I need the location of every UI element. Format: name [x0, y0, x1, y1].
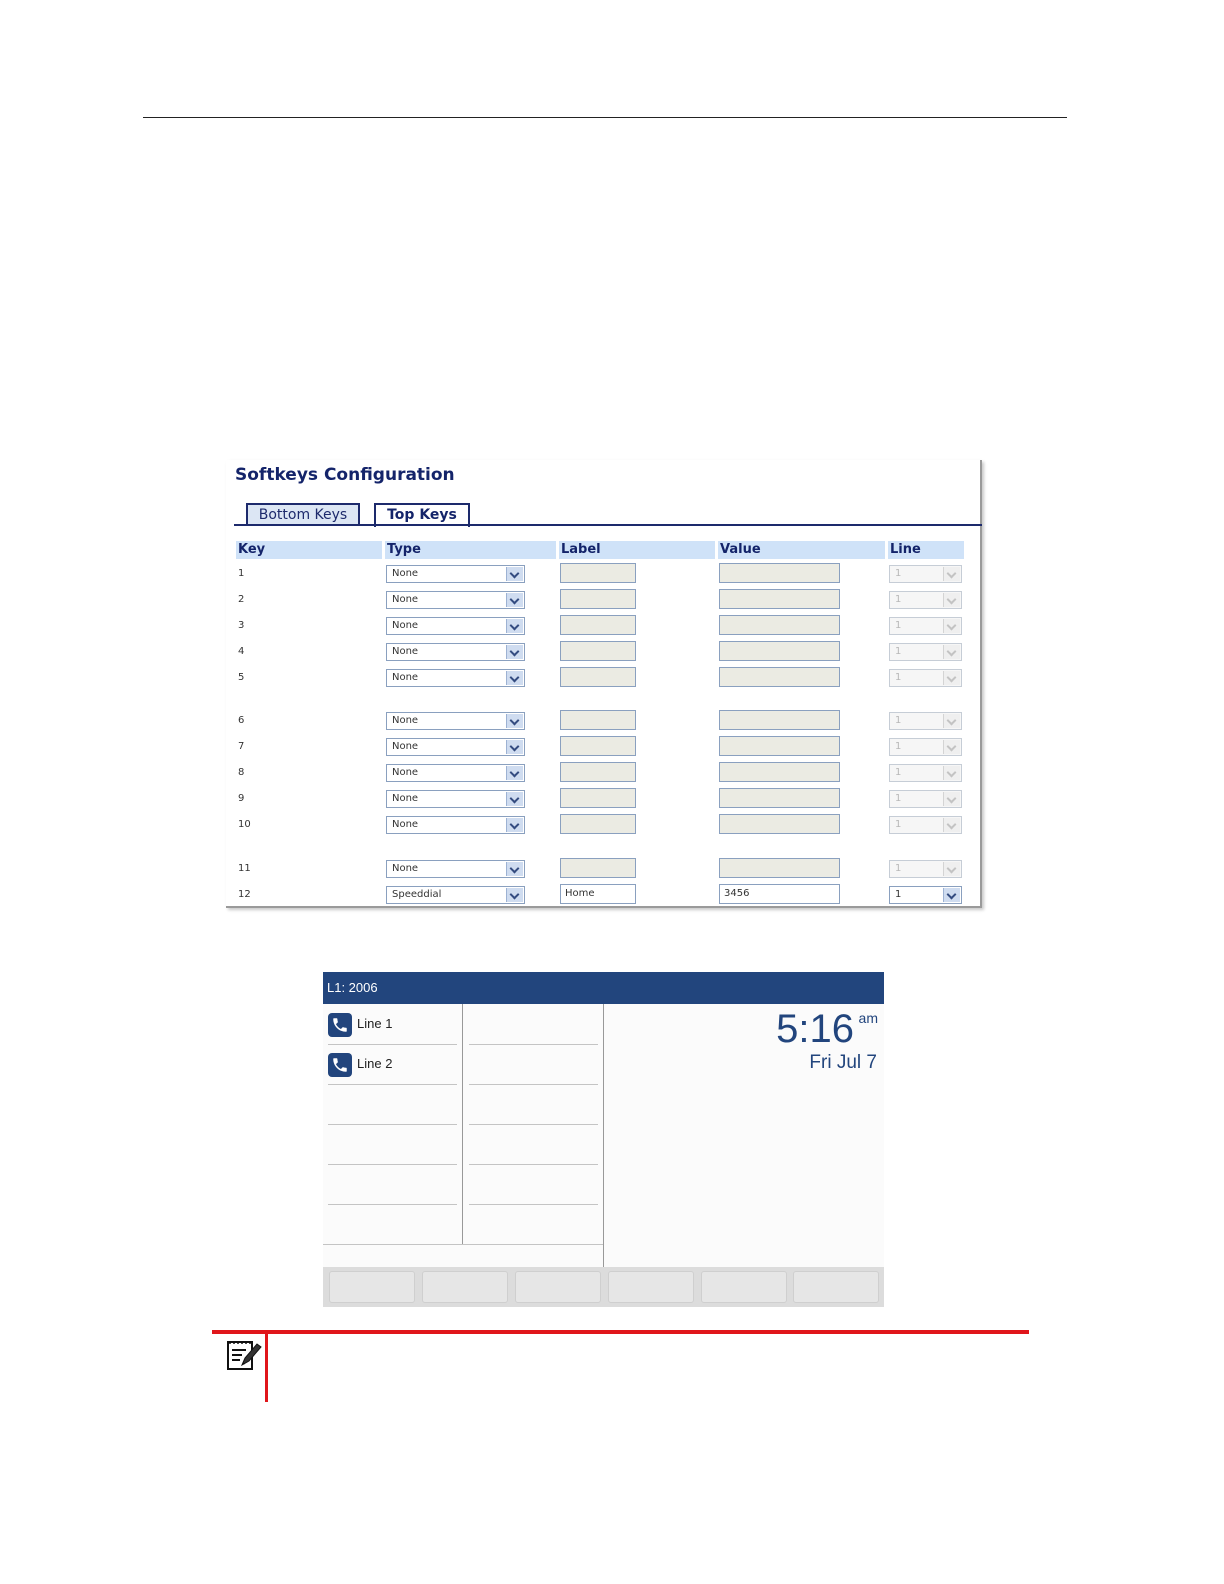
chevron-down-icon	[506, 766, 523, 780]
line-select-value: 1	[895, 672, 902, 683]
chevron-down-icon	[506, 593, 523, 607]
tab-top-keys[interactable]: Top Keys	[374, 503, 470, 527]
type-select-value: None	[392, 594, 419, 605]
type-select[interactable]	[386, 860, 525, 878]
line-select-value: 1	[895, 819, 902, 830]
line-select[interactable]	[889, 764, 962, 782]
chevron-down-icon	[943, 818, 960, 832]
label-input[interactable]	[560, 736, 636, 756]
tab-bottom-keys[interactable]: Bottom Keys	[246, 503, 360, 525]
softkey-bar	[323, 1267, 884, 1307]
softkey-2[interactable]	[422, 1271, 508, 1303]
line-select[interactable]	[889, 591, 962, 609]
column-header-value: Value	[718, 541, 885, 559]
softkey-3[interactable]	[515, 1271, 601, 1303]
label-input[interactable]	[560, 710, 636, 730]
type-select-value: None	[392, 620, 419, 631]
value-input[interactable]	[719, 710, 840, 730]
chevron-down-icon	[943, 619, 960, 633]
value-input[interactable]	[719, 814, 840, 834]
chevron-down-icon	[943, 862, 960, 876]
row-key-number: 1	[238, 568, 245, 579]
chevron-down-icon	[506, 645, 523, 659]
chevron-down-icon	[506, 862, 523, 876]
row-key-number: 6	[238, 715, 245, 726]
phone-screen	[323, 972, 884, 1307]
chevron-down-icon	[943, 888, 960, 902]
key-separator	[469, 1164, 598, 1165]
line-select[interactable]	[889, 565, 962, 583]
chevron-down-icon	[943, 740, 960, 754]
value-input[interactable]	[719, 736, 840, 756]
key-separator	[469, 1204, 598, 1205]
type-select-value: None	[392, 793, 419, 804]
type-select-value: None	[392, 646, 419, 657]
note-vertical-rule	[265, 1330, 268, 1402]
page-header-rule	[143, 117, 1067, 118]
line-key-2[interactable]	[328, 1053, 457, 1077]
label-input[interactable]	[560, 762, 636, 782]
line-select-value: 1	[895, 620, 902, 631]
line-select[interactable]	[889, 712, 962, 730]
type-select[interactable]	[386, 886, 525, 904]
type-select[interactable]	[386, 764, 525, 782]
row-key-number: 12	[238, 889, 251, 900]
line-select-value: 1	[895, 793, 902, 804]
label-input[interactable]	[560, 667, 636, 687]
label-input[interactable]	[560, 615, 636, 635]
value-input[interactable]	[719, 667, 840, 687]
chevron-down-icon	[506, 671, 523, 685]
chevron-down-icon	[506, 792, 523, 806]
type-select[interactable]	[386, 712, 525, 730]
row-key-number: 11	[238, 863, 251, 874]
type-select[interactable]	[386, 591, 525, 609]
label-input[interactable]	[560, 814, 636, 834]
chevron-down-icon	[506, 619, 523, 633]
row-key-number: 9	[238, 793, 245, 804]
status-bar: L1: 2006	[323, 972, 884, 1004]
value-input[interactable]	[719, 563, 840, 583]
type-select-value: None	[392, 715, 419, 726]
column-header-line: Line	[888, 541, 964, 559]
line-select[interactable]	[889, 860, 962, 878]
softkeys-config-panel	[226, 460, 982, 908]
line-key-label: Line 1	[357, 1016, 393, 1031]
softkey-6[interactable]	[793, 1271, 879, 1303]
type-select-value: Speeddial	[392, 889, 442, 900]
row-key-number: 3	[238, 620, 245, 631]
chevron-down-icon	[506, 740, 523, 754]
row-key-number: 5	[238, 672, 245, 683]
row-key-number: 10	[238, 819, 251, 830]
key-area-bottom-line	[323, 1244, 603, 1245]
label-input[interactable]	[560, 788, 636, 808]
tab-underline	[234, 524, 982, 526]
type-select-value: None	[392, 741, 419, 752]
key-separator	[328, 1124, 457, 1125]
line-key-label: Line 2	[357, 1056, 393, 1071]
line-select[interactable]	[889, 669, 962, 687]
type-select-value: None	[392, 863, 419, 874]
line-select[interactable]	[889, 886, 962, 904]
line-select[interactable]	[889, 738, 962, 756]
chevron-down-icon	[943, 792, 960, 806]
value-input[interactable]	[719, 641, 840, 661]
line-column-divider	[462, 1004, 463, 1245]
chevron-down-icon	[943, 714, 960, 728]
panel-title: Softkeys Configuration	[235, 465, 455, 485]
type-select[interactable]	[386, 816, 525, 834]
line-select-value: 1	[895, 715, 902, 726]
key-separator	[328, 1164, 457, 1165]
line-select-value: 1	[895, 889, 902, 900]
label-input[interactable]	[560, 563, 636, 583]
chevron-down-icon	[506, 888, 523, 902]
chevron-down-icon	[506, 818, 523, 832]
type-select[interactable]	[386, 565, 525, 583]
type-select-value: None	[392, 672, 419, 683]
column-header-type: Type	[385, 541, 556, 559]
key-separator	[328, 1084, 457, 1085]
type-select[interactable]	[386, 617, 525, 635]
line-select-value: 1	[895, 568, 902, 579]
note-pencil-icon	[226, 1338, 262, 1376]
type-select[interactable]	[386, 643, 525, 661]
value-input[interactable]	[719, 762, 840, 782]
line-select-value: 1	[895, 646, 902, 657]
line-select-value: 1	[895, 741, 902, 752]
line-select-value: 1	[895, 594, 902, 605]
chevron-down-icon	[506, 567, 523, 581]
row-key-number: 4	[238, 646, 245, 657]
phone-handset-icon	[328, 1013, 352, 1037]
clock-date: Fri Jul 7	[809, 1052, 877, 1073]
softkey-5[interactable]	[701, 1271, 787, 1303]
value-input[interactable]: 3456	[719, 884, 840, 904]
value-input[interactable]	[719, 589, 840, 609]
type-select[interactable]	[386, 790, 525, 808]
clock-time: 5:16	[776, 1007, 854, 1051]
softkey-4[interactable]	[608, 1271, 694, 1303]
softkey-1[interactable]	[329, 1271, 415, 1303]
line-select[interactable]	[889, 816, 962, 834]
line-select[interactable]	[889, 790, 962, 808]
row-key-number: 7	[238, 741, 245, 752]
line-select-value: 1	[895, 863, 902, 874]
note-rule	[212, 1330, 1029, 1334]
label-input[interactable]	[560, 641, 636, 661]
key-separator	[328, 1204, 457, 1205]
line-select[interactable]	[889, 617, 962, 635]
row-key-number: 2	[238, 594, 245, 605]
line-select-value: 1	[895, 767, 902, 778]
chevron-down-icon	[943, 567, 960, 581]
key-separator	[469, 1084, 598, 1085]
key-separator	[328, 1044, 457, 1045]
type-select[interactable]	[386, 738, 525, 756]
value-input[interactable]	[719, 615, 840, 635]
chevron-down-icon	[943, 593, 960, 607]
clock-ampm: am	[858, 1010, 878, 1026]
line-select[interactable]	[889, 643, 962, 661]
column-header-label: Label	[559, 541, 715, 559]
chevron-down-icon	[943, 671, 960, 685]
type-select[interactable]	[386, 669, 525, 687]
type-select-value: None	[392, 767, 419, 778]
type-select-value: None	[392, 819, 419, 830]
chevron-down-icon	[506, 714, 523, 728]
chevron-down-icon	[943, 766, 960, 780]
row-key-number: 8	[238, 767, 245, 778]
label-input[interactable]	[560, 858, 636, 878]
value-input[interactable]	[719, 788, 840, 808]
label-input[interactable]	[560, 589, 636, 609]
chevron-down-icon	[943, 645, 960, 659]
key-separator	[469, 1044, 598, 1045]
value-input[interactable]	[719, 858, 840, 878]
main-column-divider	[603, 1004, 604, 1267]
label-input[interactable]: Home	[560, 884, 636, 904]
phone-handset-icon	[328, 1053, 352, 1077]
type-select-value: None	[392, 568, 419, 579]
line-key-1[interactable]	[328, 1013, 457, 1037]
key-separator	[469, 1124, 598, 1125]
column-header-key: Key	[236, 541, 382, 559]
